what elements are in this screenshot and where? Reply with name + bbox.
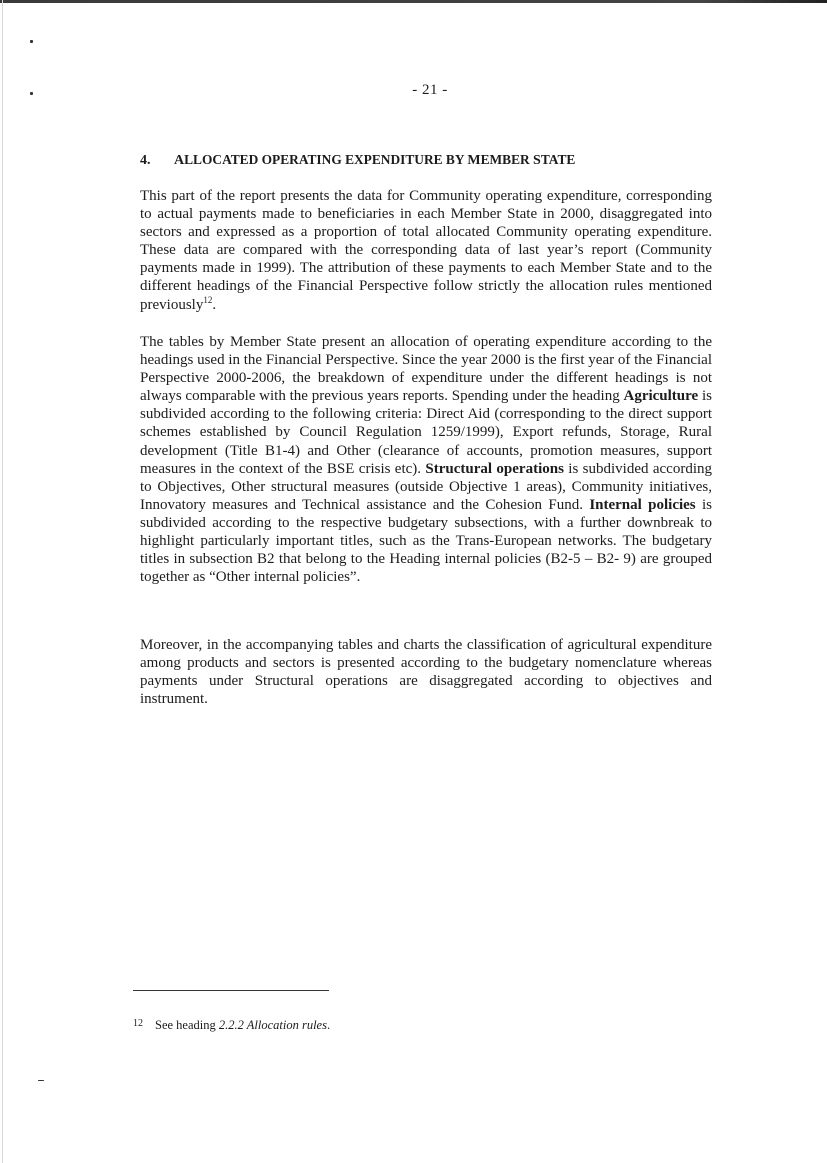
footnote-marker[interactable]: 12 [203, 294, 213, 305]
text-run: . [212, 296, 217, 313]
section-title-part: S [533, 153, 541, 168]
section-number: 4. [140, 153, 151, 168]
text-run: Moreover, in the accompanying tables and charts the classification of agricultural expenditure among products and sectors is presented according to the budgetary nomenclature whereas payments under Structural operations are disaggregated according to objectives and instrument. [140, 637, 712, 708]
paragraph-3 [140, 636, 712, 708]
bold-term: Structural operations [425, 460, 564, 477]
footnote-separator [133, 990, 329, 991]
section-title [174, 152, 575, 167]
section-title-part: A [174, 153, 185, 168]
text-run: is subdivided according to Objectives, Other structural measures (outside Objective 1 areas), Community initiatives, Innovatory measures and Technical assistance and the Cohesion Fund. [140, 460, 712, 513]
section-title-part: M [467, 153, 481, 168]
footnote-reference: 2.2.2 Allocation rules [218, 1018, 327, 1032]
bold-term: Agriculture [623, 388, 699, 405]
section-title-part: TATE [540, 152, 576, 167]
scan-speck [38, 1080, 44, 1081]
scan-speck [30, 40, 33, 43]
page-number: - 21 - [412, 82, 448, 98]
section-heading [140, 152, 720, 169]
text-run: is subdivided according to the following criteria: Direct Aid (corresponding to the direct support schemes established by Council Regulation 1259/1999), Export refunds, Storage, Rural development (Title B1-4) and Other (clearance of accounts, promotion measures, support measures in the context of the BSE crisis etc). [140, 388, 712, 477]
footnote-end: . [326, 1018, 331, 1032]
text-run: The tables by Member State present an allocation of operating expenditure according to the headings used in the Financial Perspective. Since the year 2000 is the first year of the Financial Perspective 2000-2006, the breakdown of expenditure under the different headings is not always comparable with the previous years reports. Spending under the heading [140, 334, 712, 405]
bold-term: Internal policies [589, 496, 696, 513]
left-scan-edge [2, 0, 3, 1163]
section-title-part: LLOCATED OPERATING EXPENDITURE BY [184, 152, 468, 167]
section-title-part: EMBER [480, 152, 534, 167]
text-run: is subdivided according to the respective budgetary subsections, with a further downbreak to highlight particularly important titles, such as the Trans-European networks. The budgetary titles in subsection B2 that belong to the Heading internal policies (B2-5 – B2- 9) are grouped together as “Other internal policies”. [140, 496, 712, 586]
top-border-line [0, 0, 827, 3]
paragraph-1 [140, 187, 712, 314]
paragraph-2 [140, 333, 712, 586]
footnote-text: See heading [155, 1018, 219, 1032]
footnote-number: 12 [133, 1018, 143, 1029]
text-run: This part of the report presents the data for Community operating expenditure, corresponding to actual payments made to beneficiaries in each Member State in 2000, disaggregated into sectors and expressed as a proportion of total allocated Community operating expenditure. These data are compared with the corresponding data of last year’s report (Community payments made in 1999). The attribution of these payments to each Member State and to the different headings of the Financial Perspective follow strictly the allocation rules mentioned previously [140, 188, 712, 313]
footnote [133, 1018, 330, 1033]
